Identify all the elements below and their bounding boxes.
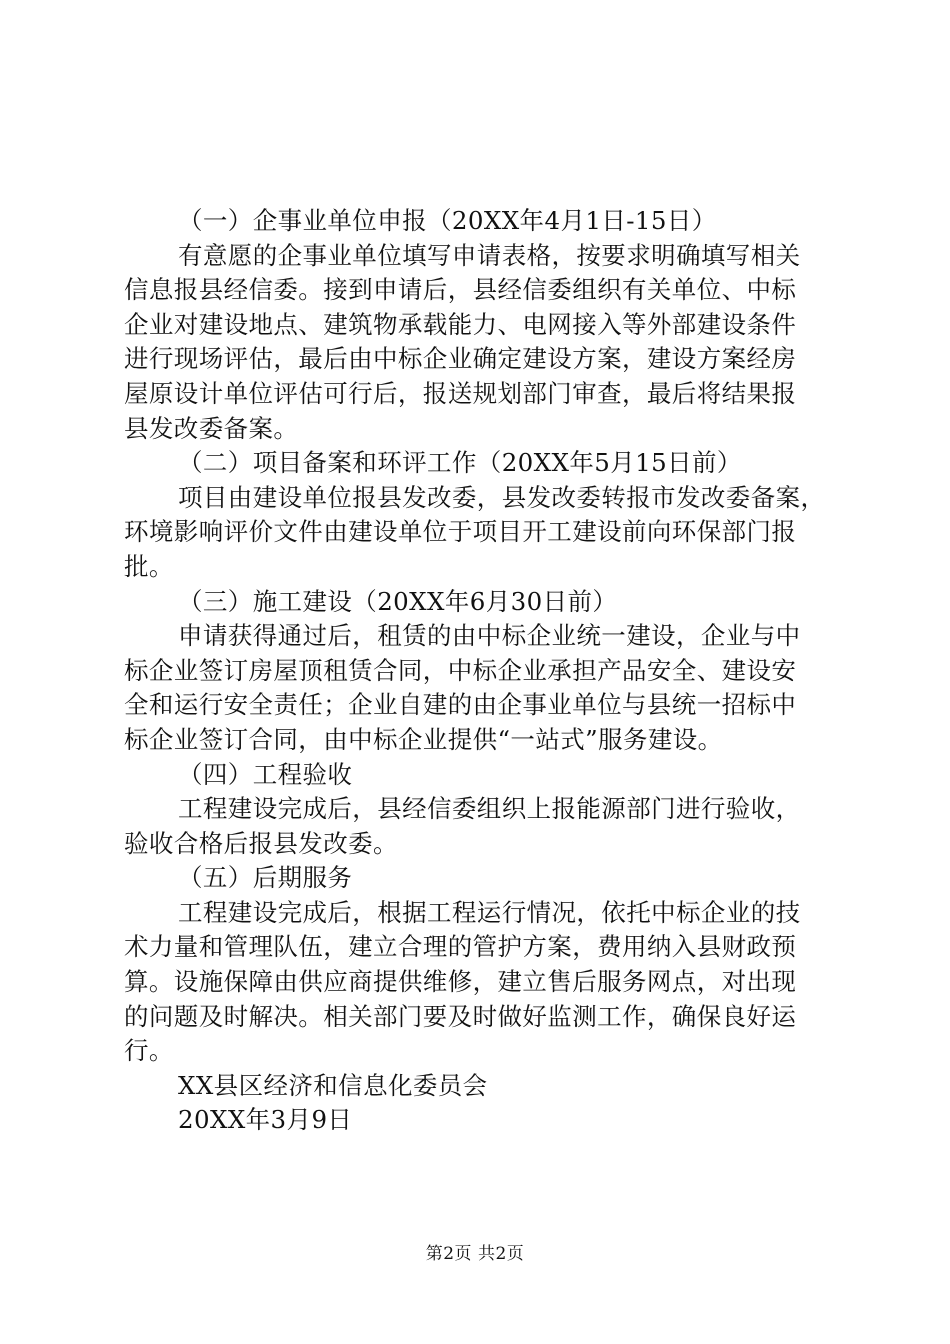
text-line: 行。 [124,1036,174,1066]
text-line: 县发改委备案。 [124,413,299,443]
text-line: （二）项目备案和环评工作（20XX年5月15日前） [178,448,742,478]
text-line: 环境影响评价文件由建设单位于项目开工建设前向环保部门报 [124,517,797,547]
text-line: 20XX年3月9日 [178,1105,353,1135]
text-line: 申请获得通过后，租赁的由中标企业统一建设，企业与中 [178,621,801,651]
text-line: 有意愿的企事业单位填写申请表格，按要求明确填写相关 [178,240,801,270]
text-line: 工程建设完成后，县经信委组织上报能源部门进行验收， [178,794,801,824]
text-line: 验收合格后报县发改委。 [124,828,398,858]
text-line: 屋原设计单位评估可行后，报送规划部门审查，最后将结果报 [124,378,797,408]
text-line: 的问题及时解决。相关部门要及时做好监测工作，确保良好运 [124,1001,797,1031]
text-line: 信息报县经信委。接到申请后，县经信委组织有关单位、中标 [124,275,797,305]
document-body [124,204,836,1138]
text-line: 全和运行安全责任；企业自建的由企事业单位与县统一招标中 [124,690,797,720]
text-line: 算。设施保障由供应商提供维修，建立售后服务网点，对出现 [124,967,797,997]
text-line: （三）施工建设（20XX年6月30日前） [178,586,618,616]
text-line: （一）企事业单位申报（20XX年4月1日-15日） [178,206,717,235]
text-line: 进行现场评估，最后由中标企业确定建设方案，建设方案经房 [124,344,797,374]
page-footer: 第2页 共2页 [425,1244,525,1264]
text-line: XX县区经济和信息化委员会 [178,1070,488,1100]
text-line: 标企业签订房屋顶租赁合同，中标企业承担产品安全、建设安 [124,655,797,685]
text-line: （四）工程验收 [178,759,353,789]
text-line: 工程建设完成后，根据工程运行情况，依托中标企业的技 [178,897,801,927]
text-line: 批。 [124,551,174,581]
text-line: 项目由建设单位报县发改委，县发改委转报市发改委备案， [178,482,826,512]
text-line: 企业对建设地点、建筑物承载能力、电网接入等外部建设条件 [124,309,797,339]
text-line: 标企业签订合同，由中标企业提供“一站式”服务建设。 [124,724,723,754]
text-line: （五）后期服务 [178,863,353,893]
text-line: 术力量和管理队伍，建立合理的管护方案，费用纳入县财政预 [124,932,797,962]
